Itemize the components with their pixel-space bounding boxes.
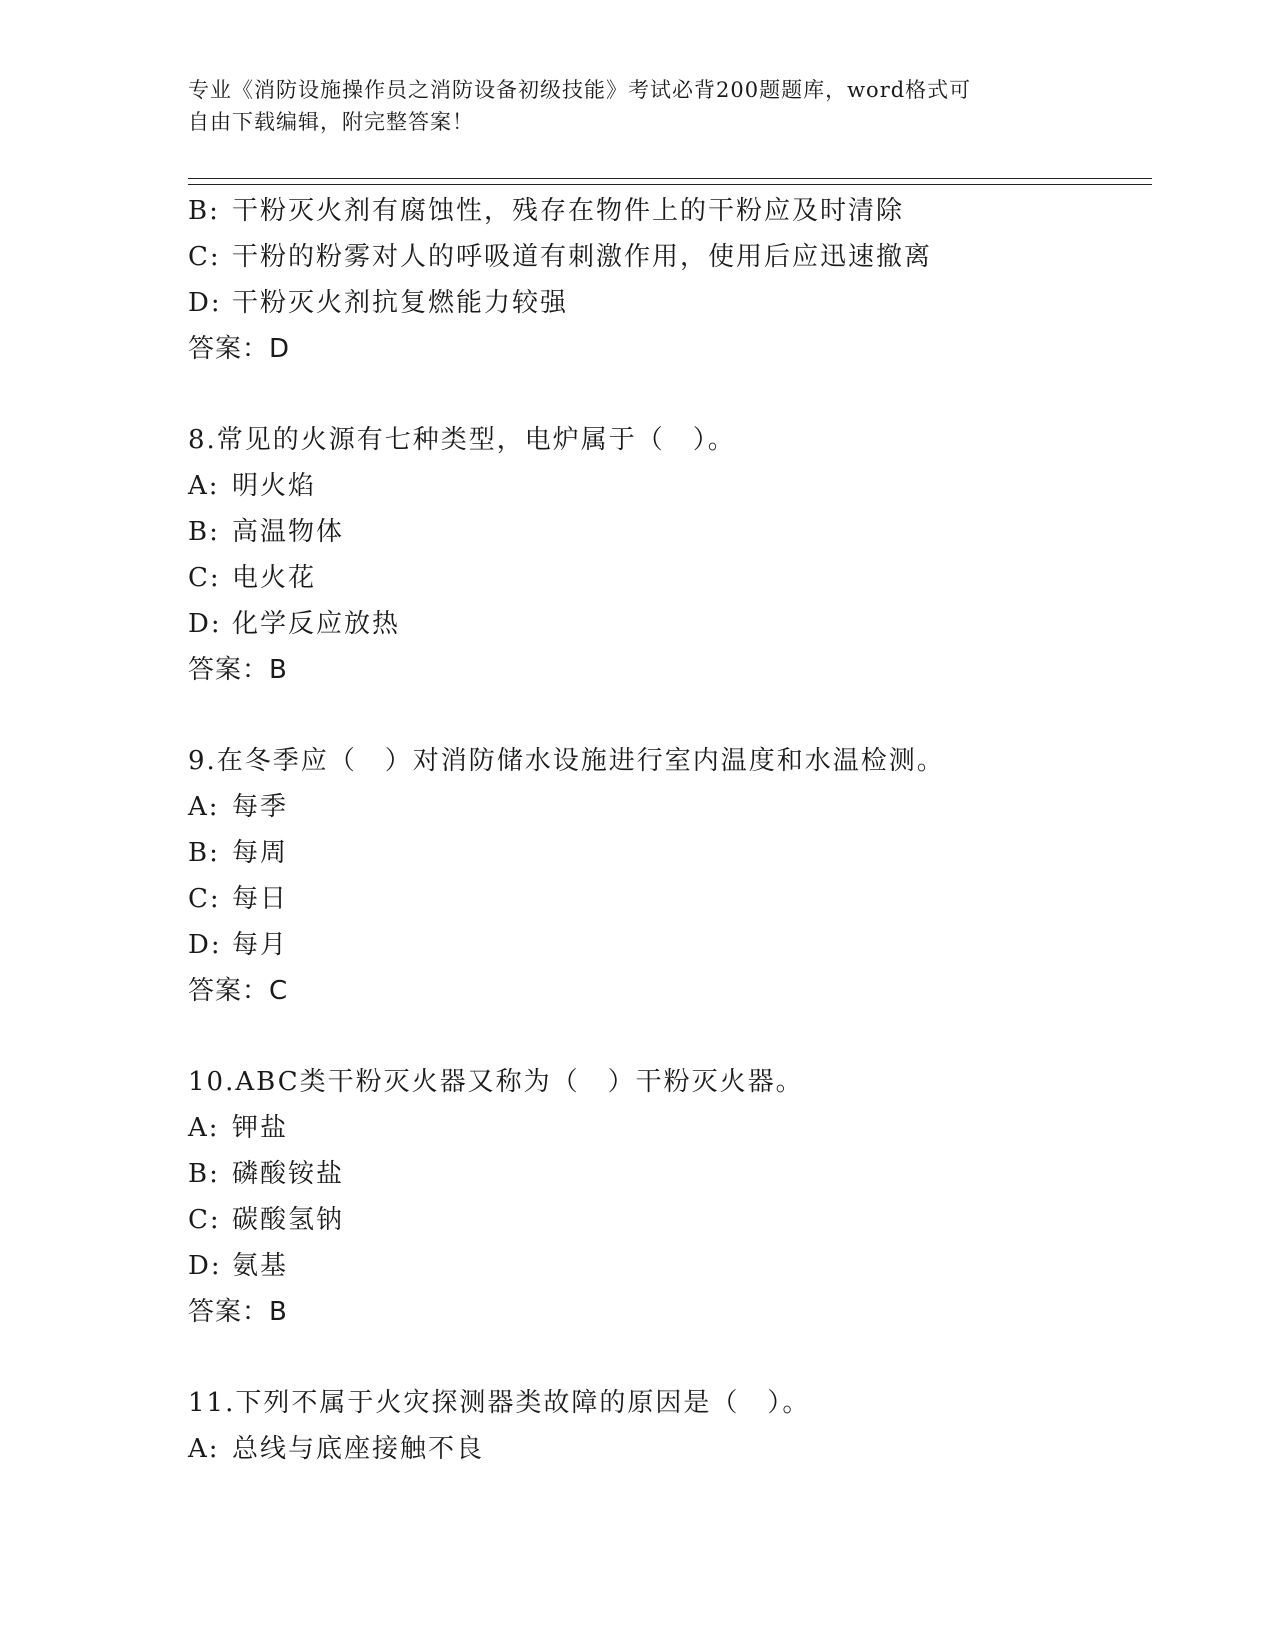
question-9: [188, 738, 1168, 1014]
option-key: D:: [188, 1251, 222, 1281]
question-stem: 11.下列不属于火灾探测器类故障的原因是（ ）。: [188, 1388, 811, 1418]
answer-line: 答案：C: [188, 976, 289, 1006]
header-line-1: 专业《消防设施操作员之消防设备初级技能》考试必背200题题库，word格式可: [188, 78, 972, 102]
option-key: C:: [188, 242, 221, 272]
option-a: [188, 463, 1168, 509]
option-key: C:: [188, 884, 221, 914]
option-text: 总线与底座接触不良: [232, 1434, 485, 1464]
option-b: [188, 1151, 1168, 1197]
option-text: 每周: [232, 838, 289, 868]
question-stem: 8.常见的火源有七种类型，电炉属于（ ）。: [188, 425, 736, 455]
option-a: [188, 1105, 1168, 1151]
option-c: [188, 876, 1168, 922]
option-b: [188, 509, 1168, 555]
answer-line: 答案：D: [188, 334, 291, 364]
option-key: C:: [188, 1205, 221, 1235]
question-stem: 10.ABC类干粉灭火器又称为（ ）干粉灭火器。: [188, 1067, 804, 1097]
option-key: B:: [188, 838, 220, 868]
option-key: A:: [188, 471, 220, 501]
option-d: [188, 280, 1168, 326]
option-a: [188, 1426, 1168, 1472]
header-divider: [188, 178, 1152, 185]
question-stem: 9.在冬季应（ ）对消防储水设施进行室内温度和水温检测。: [188, 746, 945, 776]
option-key: D:: [188, 930, 222, 960]
spacer: [188, 1335, 1168, 1380]
option-text: 干粉灭火剂抗复燃能力较强: [232, 288, 569, 318]
option-key: B:: [188, 1159, 220, 1189]
answer-line: 答案：B: [188, 1297, 288, 1327]
question-11: [188, 1380, 1168, 1472]
option-text: 明火焰: [232, 471, 317, 501]
option-d: [188, 601, 1168, 647]
option-d: [188, 922, 1168, 968]
option-text: 钾盐: [232, 1113, 289, 1143]
document-header: [188, 74, 1068, 138]
option-key: B:: [188, 517, 220, 547]
option-c: [188, 234, 1168, 280]
header-line-2: 自由下载编辑，附完整答案！: [188, 110, 474, 134]
option-a: [188, 784, 1168, 830]
question-7-continuation: [188, 188, 1168, 372]
option-text: 碳酸氢钠: [232, 1205, 345, 1235]
option-text: 每月: [232, 930, 289, 960]
option-text: 每季: [232, 792, 289, 822]
option-key: A:: [188, 1434, 220, 1464]
option-text: 干粉的粉雾对人的呼吸道有刺激作用，使用后应迅速撤离: [232, 242, 933, 272]
question-list: [188, 188, 1168, 1472]
option-key: A:: [188, 1113, 220, 1143]
option-text: 干粉灭火剂有腐蚀性，残存在物件上的干粉应及时清除: [232, 196, 905, 226]
option-text: 氨基: [232, 1251, 289, 1281]
option-text: 高温物体: [232, 517, 345, 547]
option-text: 电火花: [232, 563, 317, 593]
option-text: 每日: [232, 884, 289, 914]
option-key: C:: [188, 563, 221, 593]
question-10: [188, 1059, 1168, 1335]
spacer: [188, 693, 1168, 738]
option-text: 化学反应放热: [232, 609, 401, 639]
option-b: [188, 830, 1168, 876]
option-key: B:: [188, 196, 220, 226]
option-key: A:: [188, 792, 220, 822]
option-text: 磷酸铵盐: [232, 1159, 345, 1189]
option-c: [188, 555, 1168, 601]
option-c: [188, 1197, 1168, 1243]
question-8: [188, 417, 1168, 693]
option-b: [188, 188, 1168, 234]
option-d: [188, 1243, 1168, 1289]
answer-line: 答案：B: [188, 655, 288, 685]
option-key: D:: [188, 609, 222, 639]
spacer: [188, 372, 1168, 417]
spacer: [188, 1014, 1168, 1059]
option-key: D:: [188, 288, 222, 318]
